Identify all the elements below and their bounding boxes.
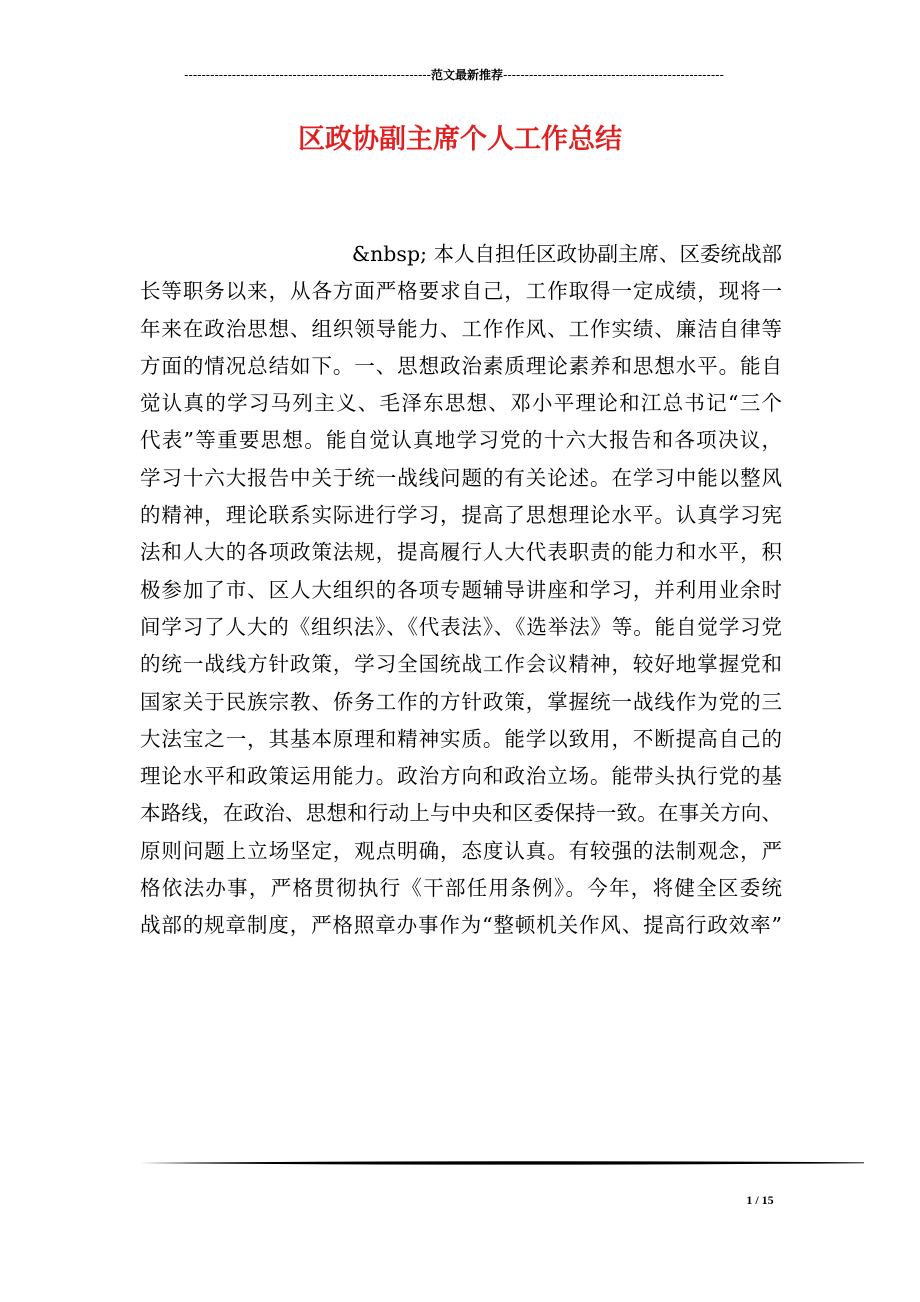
document-title: 区政协副主席个人工作总结	[298, 124, 622, 155]
body-line: 格依法办事，严格贯彻执行《干部任用条例》。今年，将健全区委统	[140, 876, 782, 901]
header-dashes-left: ---------------------------------------------------------	[184, 68, 431, 82]
body-line: 觉认真的学习马列主义、毛泽东思想、邓小平理论和江总书记“三个	[140, 391, 782, 416]
body-line: 原则问题上立场坚定，观点明确，态度认真。有较强的法制观念，严	[140, 838, 782, 863]
body-line: 国家关于民族宗教、侨务工作的方针政策，掌握统一战线作为党的三	[140, 689, 782, 714]
body-line: 理论水平和政策运用能力。政治方向和政治立场。能带头执行党的基	[140, 764, 782, 789]
body-line: 的统一战线方针政策，学习全国统战工作会议精神，较好地掌握党和	[140, 652, 782, 677]
body-line: 代表”等重要思想。能自觉认真地学习党的十六大报告和各项决议，	[140, 428, 782, 453]
body-line: 大法宝之一，其基本原理和精神实质。能学以致用，不断提高自己的	[140, 726, 782, 751]
body-line: 方面的情况总结如下。一、思想政治素质理论素养和思想水平。能自	[140, 353, 782, 378]
body-line: 长等职务以来，从各方面严格要求自己，工作取得一定成绩，现将一	[140, 279, 782, 304]
header-dashes-right: ---------------------------------------------------	[503, 68, 724, 82]
body-line: 本路线，在政治、思想和行动上与中央和区委保持一致。在事关方向、	[140, 801, 782, 826]
body-text	[140, 236, 782, 945]
body-line: 年来在政治思想、组织领导能力、工作作风、工作实绩、廉洁自律等	[140, 316, 782, 341]
body-line: 战部的规章制度，严格照章办事作为“整顿机关作风、提高行政效率”	[140, 913, 782, 938]
body-line: 极参加了市、区人大组织的各项专题辅导讲座和学习，并利用业余时	[140, 577, 782, 602]
footer-rule	[140, 1161, 864, 1165]
page-number: 1 / 15	[746, 1193, 774, 1207]
body-line: 法和人大的各项政策法规，提高履行人大代表职责的能力和水平，积	[140, 540, 782, 565]
header-label: 范文最新推荐	[430, 68, 503, 82]
body-line: 的精神，理论联系实际进行学习，提高了思想理论水平。认真学习宪	[140, 503, 782, 528]
body-line: 间学习了人大的《组织法》、《代表法》、《选举法》等。能自觉学习党	[140, 614, 782, 639]
page-header	[140, 66, 768, 84]
body-line: &nbsp; 本人自担任区政协副主席、区委统战部	[351, 242, 782, 266]
body-line: 学习十六大报告中关于统一战线问题的有关论述。在学习中能以整风	[140, 465, 782, 490]
